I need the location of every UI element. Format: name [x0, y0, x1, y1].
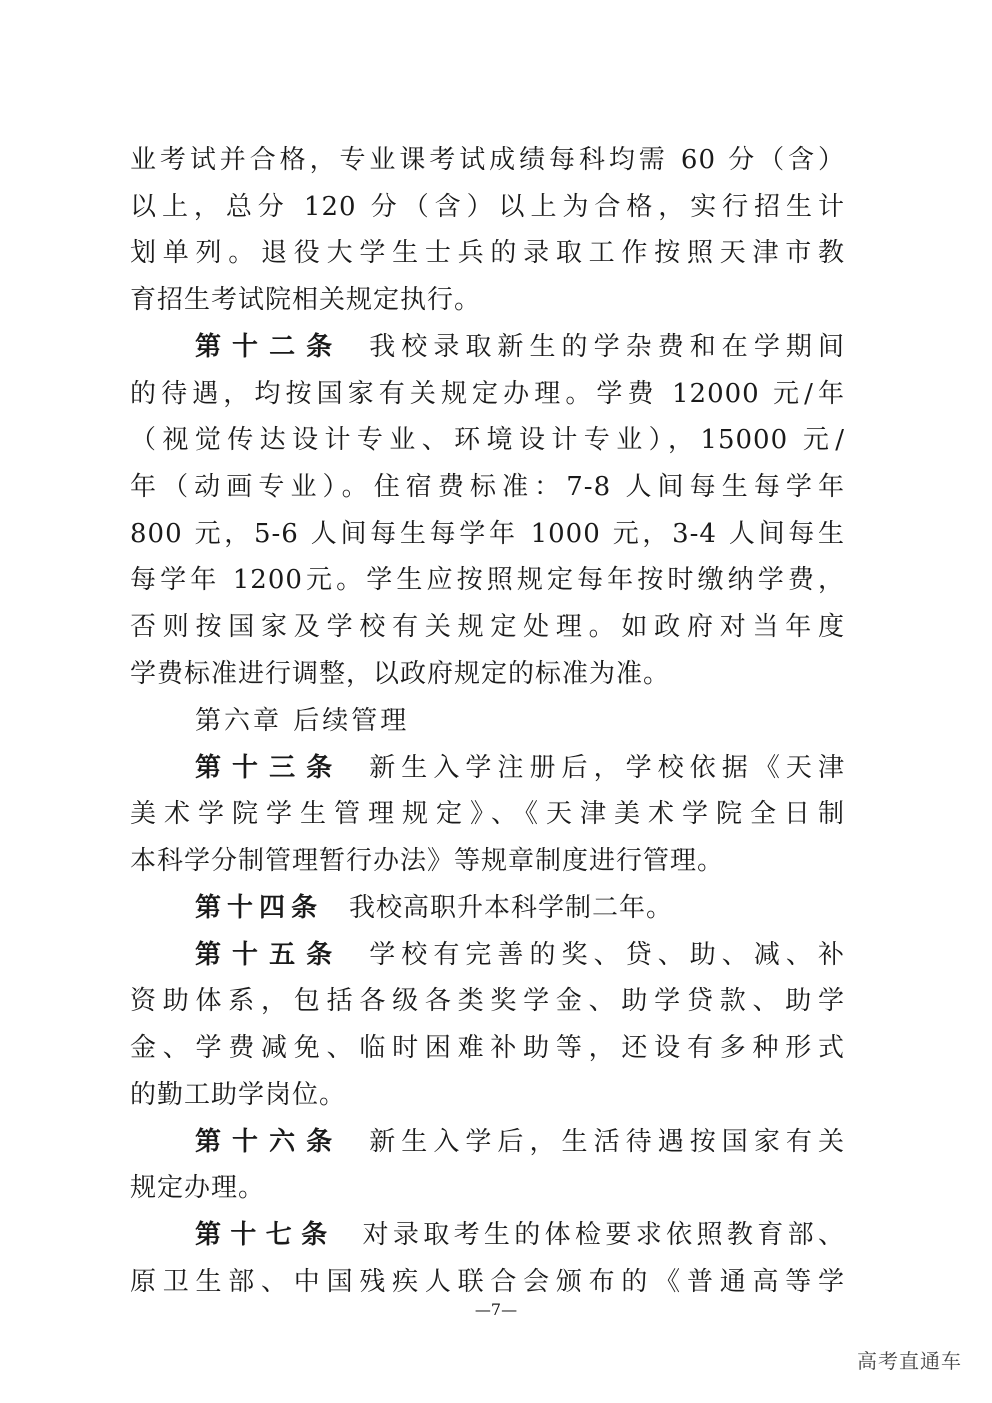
article-12-label: 第十二条 — [195, 332, 344, 362]
body-line: 资助体系，包括各级各类奖学金、助学贷款、助学 — [130, 986, 845, 1016]
article-16-first-line — [195, 1122, 845, 1162]
article-15-label: 第十五条 — [195, 940, 344, 970]
watermark: 高考直通车 — [857, 1349, 962, 1373]
body-line: 业考试并合格，专业课考试成绩每科均需 60 分（含） — [130, 145, 845, 175]
body-text: 新生入学后，生活待遇按国家有关 — [369, 1127, 845, 1157]
body-line: 育招生考试院相关规定执行。 — [130, 285, 482, 315]
body-text: 新生入学注册后，学校依据《天津 — [369, 753, 845, 783]
body-line: 每学年 1200元。学生应按照规定每年按时缴纳学费， — [130, 565, 845, 595]
body-line: 800 元，5-6 人间每生每学年 1000 元，3-4 人间每生 — [130, 519, 845, 549]
body-line: 美术学院学生管理规定》、《天津美术学院全日制 — [130, 799, 845, 829]
body-line: 本科学分制管理暂行办法》等规章制度进行管理。 — [130, 846, 725, 876]
body-line: 的待遇，均按国家有关规定办理。学费 12000 元/年 — [130, 379, 845, 409]
chapter-heading: 第六章 后续管理 — [195, 706, 410, 736]
article-13-first-line — [195, 748, 845, 788]
article-15-first-line — [195, 935, 845, 975]
body-line: 学费标准进行调整，以政府规定的标准为准。 — [130, 659, 671, 689]
body-line: 年（动画专业）。住宿费标准：7-8 人间每生每学年 — [130, 472, 845, 502]
body-line: 规定办理。 — [130, 1173, 266, 1203]
article-17-first-line — [195, 1215, 845, 1255]
body-text: 我校高职升本科学制二年。 — [349, 893, 674, 923]
body-line: 否则按国家及学校有关规定处理。如政府对当年度 — [130, 612, 845, 642]
article-14-label: 第十四条 — [195, 893, 324, 923]
body-line: 划单列。退役大学生士兵的录取工作按照天津市教 — [130, 238, 845, 268]
body-line: 的勤工助学岗位。 — [130, 1080, 347, 1110]
article-14-line — [195, 888, 845, 928]
body-line: 原卫生部、中国残疾人联合会颁布的《普通高等学 — [130, 1267, 845, 1297]
body-line: 金、学费减免、临时困难补助等，还设有多种形式 — [130, 1033, 845, 1063]
body-text: 我校录取新生的学杂费和在学期间 — [369, 332, 845, 362]
body-line: （视觉传达设计专业、环境设计专业），15000 元/ — [130, 425, 845, 455]
article-17-label: 第十七条 — [195, 1220, 337, 1250]
page-number: —7— — [474, 1300, 518, 1319]
article-12-first-line — [195, 327, 845, 367]
article-16-label: 第十六条 — [195, 1127, 344, 1157]
body-text: 学校有完善的奖、贷、助、减、补 — [369, 940, 845, 970]
article-13-label: 第十三条 — [195, 753, 344, 783]
body-line: 以上，总分 120 分（含）以上为合格，实行招生计 — [130, 192, 845, 222]
body-text: 对录取考生的体检要求依照教育部、 — [362, 1220, 845, 1250]
